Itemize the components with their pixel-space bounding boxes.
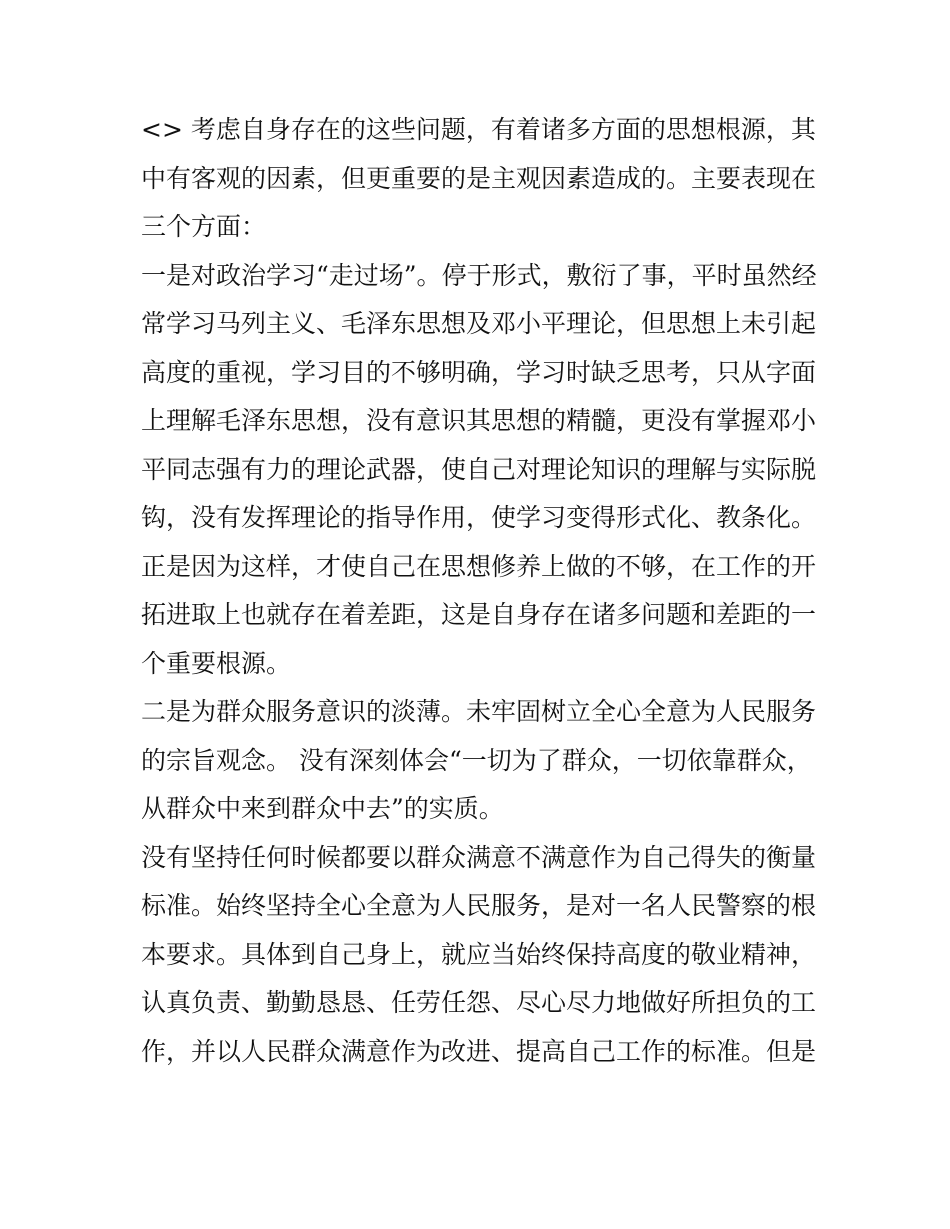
text-line: 上理解毛泽东思想，没有意识其思想的精髓，更没有掌握邓小: [141, 406, 817, 435]
text-line: 钩，没有发挥理论的指导作用，使学习变得形式化、教条化。: [141, 503, 817, 532]
text-line: 一是对政治学习“走过场”。停于形式，敷衍了事，平时虽然经: [141, 260, 817, 290]
text-line: 的宗旨观念。 没有深刻体会“一切为了群众，一切依靠群众，: [141, 745, 812, 775]
document-body: [141, 106, 821, 1076]
text-line: 从群众中来到群众中去”的实质。: [141, 794, 504, 823]
text-line: 本要求。具体到自己身上，就应当始终保持高度的敬业精神，: [141, 939, 817, 969]
text-line: 个重要根源。: [141, 648, 292, 678]
text-line: 正是因为这样，才使自己在思想修养上做的不够，在工作的开: [141, 551, 817, 581]
text-line: 认真负责、勤勤恳恳、任劳任怨、尽心尽力地做好所担负的工: [141, 988, 817, 1017]
text-line: 平同志强有力的理论武器，使自己对理论知识的理解与实际脱: [141, 454, 817, 484]
text-line: 常学习马列主义、毛泽东思想及邓小平理论，但思想上未引起: [141, 309, 817, 338]
text-line: 三个方面：: [141, 212, 267, 241]
text-line: 标准。始终坚持全心全意为人民服务，是对一名人民警察的根: [141, 891, 817, 920]
text-line: 拓进取上也就存在着差距，这是自身存在诸多问题和差距的一: [141, 600, 817, 629]
text-line: 二是为群众服务意识的淡薄。未牢固树立全心全意为人民服务: [141, 697, 817, 726]
text-line: 中有客观的因素，但更重要的是主观因素造成的。主要表现在: [141, 163, 817, 193]
text-line: 作，并以人民群众满意作为改进、提高自己工作的标准。但是: [141, 1036, 817, 1066]
text-line: 没有坚持任何时候都要以群众满意不满意作为自己得失的衡量: [141, 842, 817, 872]
text-line: 高度的重视，学习目的不够明确，学习时缺乏思考，只从字面: [141, 357, 817, 387]
text-line: <> 考虑自身存在的这些问题，有着诸多方面的思想根源，其: [141, 115, 816, 144]
